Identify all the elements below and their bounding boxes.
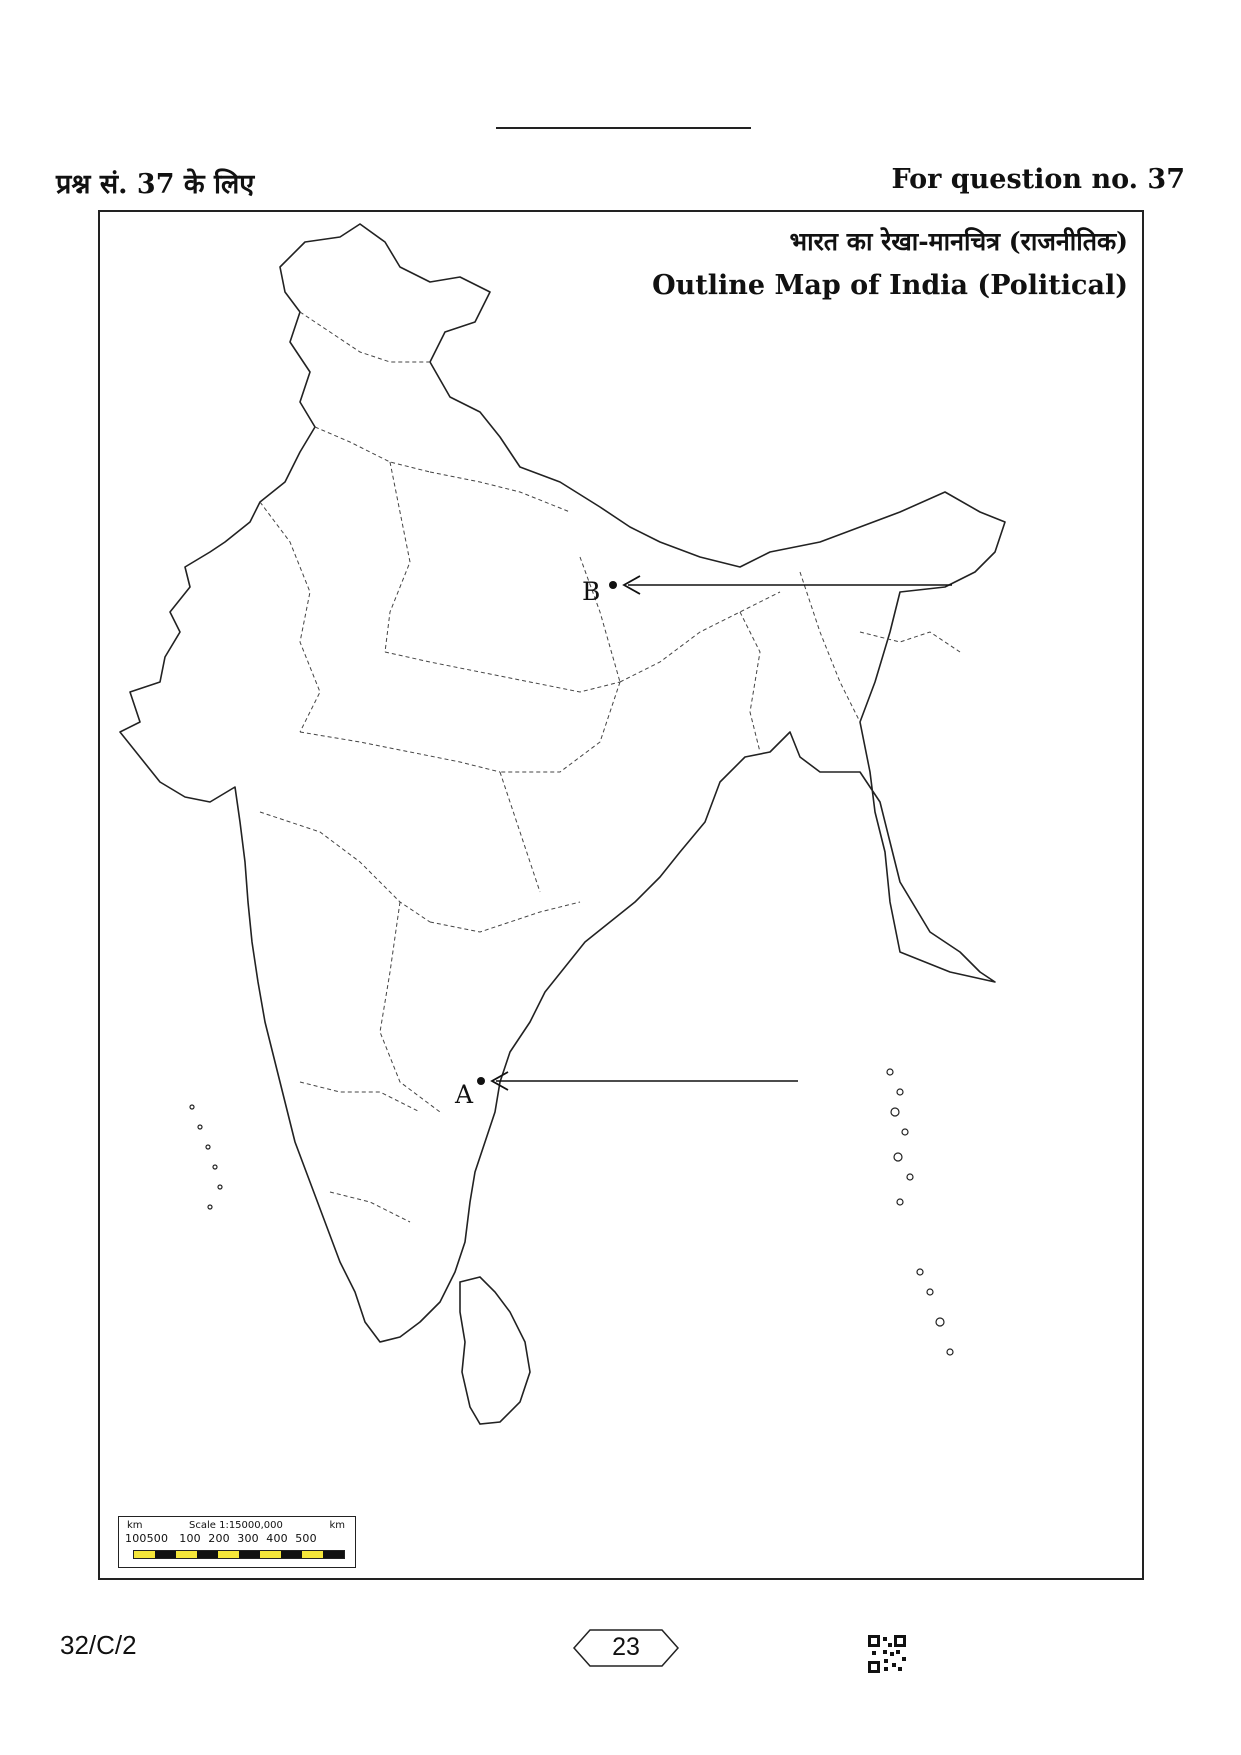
sri-lanka-outline [460,1277,530,1424]
question-label-english: For question no. 37 [891,164,1185,195]
page-number [572,1628,680,1668]
marker-a-label: A [455,1080,474,1109]
map-title-hindi: भारत का रेखा-मानचित्र (राजनीतिक) [789,227,1128,256]
map-title-english: Outline Map of India (Political) [652,270,1128,301]
scale-unit-right: km [329,1520,345,1531]
question-label-hindi: प्रश्न सं. 37 के लिए [56,169,255,200]
top-rule [496,127,751,129]
scale-legend [118,1516,356,1568]
india-outline-map [100,212,1142,1578]
scale-numbers: 100500 100 200 300 400 500 [125,1532,317,1545]
scale-bar [133,1550,345,1559]
scale-unit-left: km [127,1520,143,1531]
marker-b-label: B [582,577,601,606]
map-frame [98,210,1144,1580]
paper-code: 32/C/2 [60,1630,137,1660]
page-number-text: 23 [612,1633,640,1661]
marker-a [477,1072,798,1090]
scale-text: Scale 1:15000,000 [189,1520,283,1531]
qr-code-icon [868,1635,906,1673]
india-outline [120,224,1005,1342]
